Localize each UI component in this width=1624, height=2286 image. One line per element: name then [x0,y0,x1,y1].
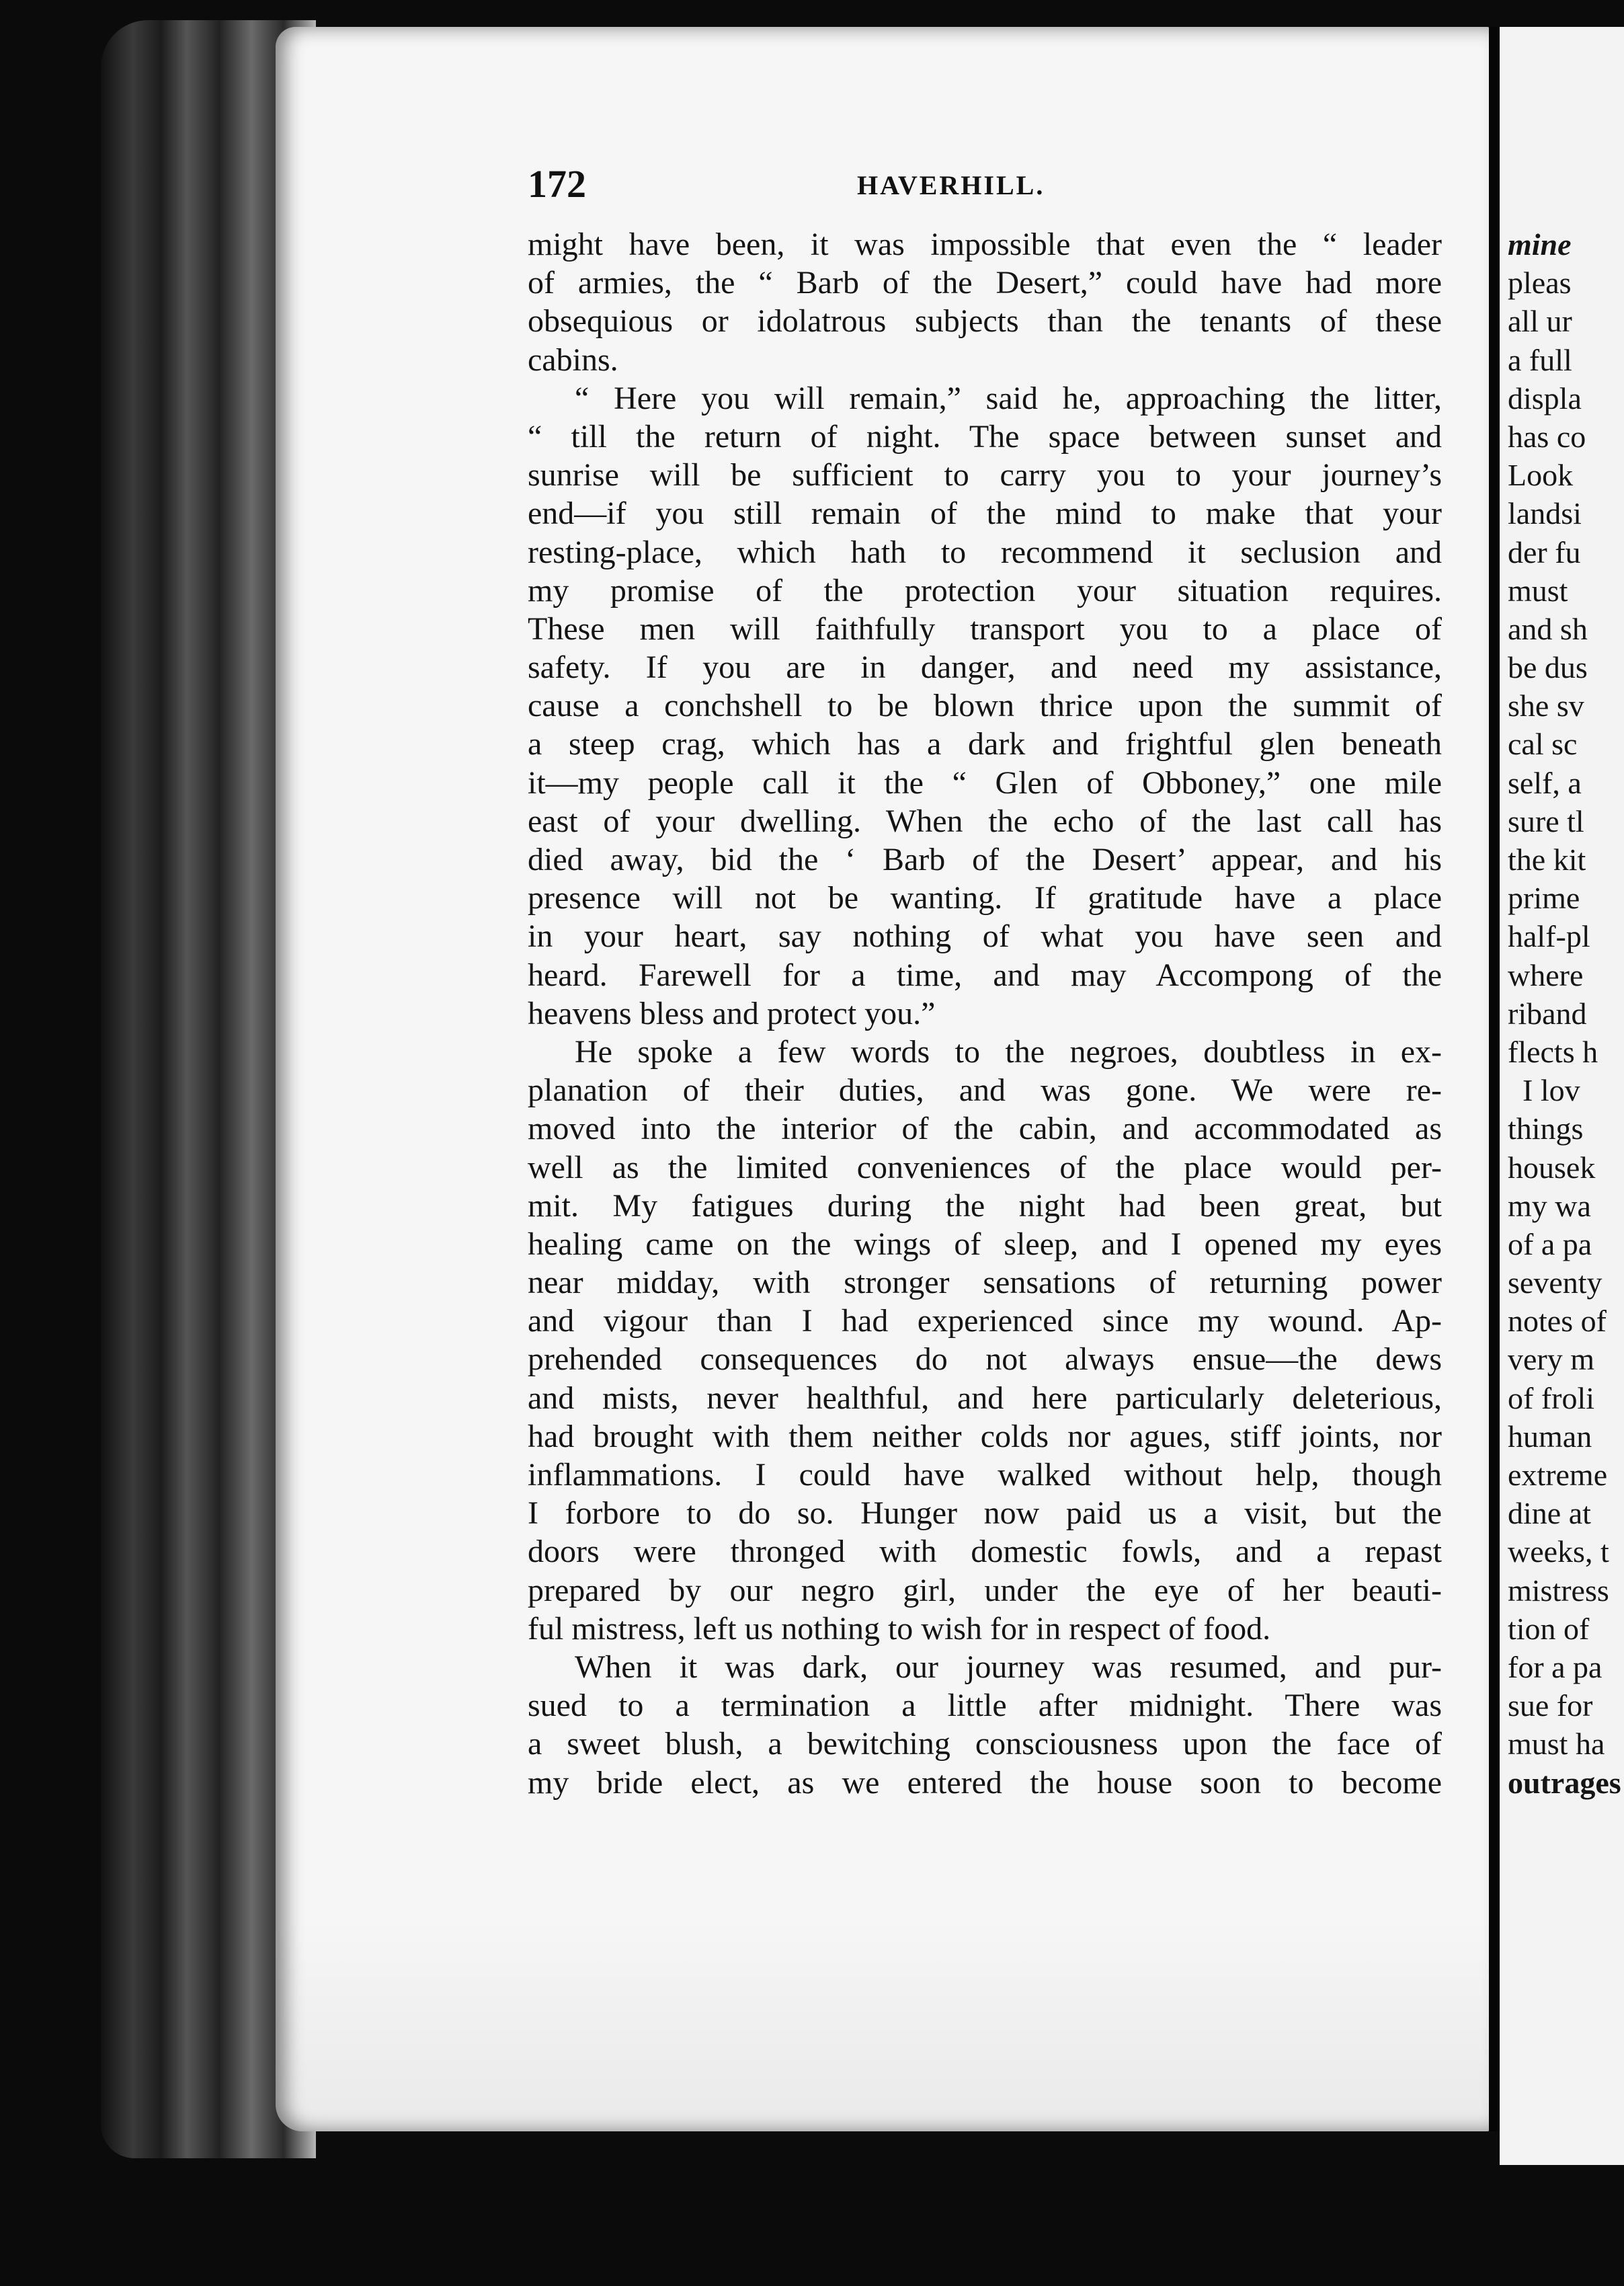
text-fragment: half-pl [1508,919,1590,954]
text-fragment: I lov [1522,1073,1580,1108]
page-shading [276,1916,1492,2131]
text-fragment: a full [1508,342,1572,377]
text-fragment: der fu [1508,535,1581,569]
page-gutter [1489,27,1500,2131]
text-fragment: cal sc [1508,727,1578,762]
text-line: prehended consequences do not always ensue—the dews [528,1341,1442,1378]
text-line: a sweet blush, a bewitching consciousness upon the face of [528,1726,1442,1762]
text-fragment: things [1508,1111,1584,1146]
text-line: safety. If you are in danger, and need my assistance, [528,649,1442,686]
text-line: moved into the interior of the cabin, and accommodated as [528,1111,1442,1147]
text-line: obsequious or idolatrous subjects than the tenants of these [528,303,1442,340]
text-line: cause a conchshell to be blown thrice upon the summit of [528,688,1442,724]
text-fragment: outrages [1508,1765,1621,1800]
text-fragment: must [1508,573,1568,608]
text-line: and mists, never healthful, and here particularly deleterious, [528,1380,1442,1416]
text-line: heard. Farewell for a time, and may Accompong of the [528,957,1442,993]
running-head: HAVERHILL. [857,170,1045,200]
text-line: my bride elect, as we entered the house soon to become [528,1764,1442,1801]
text-fragment: for a pa [1508,1649,1602,1684]
text-line: mit. My fatigues during the night had been great, but [528,1187,1442,1224]
text-fragment: flects h [1508,1034,1598,1069]
text-fragment: sue for [1508,1688,1593,1723]
text-line: planation of their duties, and was gone. We were re- [528,1072,1442,1109]
text-fragment: pleas [1508,266,1572,301]
text-fragment: very m [1508,1342,1595,1377]
text-fragment: Look [1508,458,1574,493]
text-fragment: dine at [1508,1496,1591,1531]
text-fragment: she sv [1508,688,1584,723]
text-fragment: be dus [1508,650,1588,685]
text-line: sued to a termination a little after midnight. There was [528,1688,1442,1724]
text-line: I forbore to do so. Hunger now paid us a visit, but the [528,1495,1442,1532]
text-line: end—if you still remain of the mind to make that your [528,496,1442,532]
text-fragment: human [1508,1419,1592,1454]
text-fragment: riband [1508,996,1587,1031]
text-fragment: where [1508,957,1584,992]
text-fragment: has co [1508,419,1586,454]
text-line: cabins. [528,342,618,378]
text-line: had brought with them neither colds nor agues, stiff joints, nor [528,1418,1442,1454]
text-fragment: tion of [1508,1611,1590,1646]
text-fragment: my wa [1508,1188,1591,1223]
text-fragment: mine [1508,227,1572,262]
text-fragment: of a pa [1508,1226,1592,1261]
text-fragment: notes of [1508,1304,1607,1339]
text-fragment: landsi [1508,496,1582,531]
text-line: it—my people call it the “ Glen of Obboney,” one mile [528,764,1442,801]
text-line: my promise of the protection your situation requires. [528,572,1442,608]
text-line: prepared by our negro girl, under the eye of her beauti- [528,1572,1442,1608]
text-fragment: self, a [1508,765,1582,800]
text-line: and vigour than I had experienced since my wound. Ap- [528,1303,1442,1339]
text-fragment: the kit [1508,842,1586,877]
right-page-text [1508,225,1624,1802]
text-line: died away, bid the ‘ Barb of the Desert’ appear, and his [528,842,1442,877]
text-fragment: sure tl [1508,803,1584,838]
text-line: “ till the return of night. The space between sunset and [528,418,1442,455]
text-line: When it was dark, our journey was resumed, and pur- [575,1649,1442,1685]
text-line: These men will faithfully transport you to a place of [528,610,1442,647]
text-line: doors were thronged with domestic fowls, and a repast [528,1534,1442,1570]
text-line: He spoke a few words to the negroes, doubtless in ex- [575,1033,1442,1070]
text-line: presence will not be wanting. If gratitude have a place [528,880,1442,916]
text-fragment: extreme [1508,1458,1608,1492]
text-fragment: all ur [1508,304,1572,339]
text-line: sunrise will be sufficient to carry you to your journey’s [528,457,1442,494]
text-fragment: and sh [1508,611,1588,646]
text-line: “ Here you will remain,” said he, approaching the litter, [575,380,1442,416]
text-fragment: must ha [1508,1727,1605,1762]
text-fragment: displa [1508,381,1582,416]
text-line: healing came on the wings of sleep, and I opened my eyes [528,1226,1442,1262]
text-line: east of your dwelling. When the echo of the last call has [528,803,1442,839]
text-fragment: of froli [1508,1380,1595,1415]
text-line: inflammations. I could have walked without help, though [528,1457,1442,1493]
text-line: resting-place, which hath to recommend it seclusion and [528,534,1442,570]
text-fragment: weeks, t [1508,1534,1609,1569]
text-line: a steep crag, which has a dark and frightful glen beneath [528,726,1442,762]
text-fragment: housek [1508,1150,1596,1185]
text-line: might have been, it was impossible that even the “ leader [528,227,1442,262]
text-line: in your heart, say nothing of what you have seen and [528,918,1442,955]
text-line: near midday, with stronger sensations of returning power [528,1265,1442,1301]
text-fragment: seventy [1508,1265,1602,1300]
page-header [528,161,1435,215]
text-line: heavens bless and protect you.” [528,995,936,1031]
text-line: of armies, the “ Barb of the Desert,” could have had more [528,265,1442,301]
text-fragment: prime [1508,881,1580,916]
text-line: well as the limited conveniences of the place would per- [528,1149,1442,1185]
page-number: 172 [528,162,586,206]
text-line: ful mistress, left us nothing to wish for in respect of food. [528,1610,1271,1647]
text-fragment: mistress [1508,1573,1609,1608]
body-text [528,225,1442,1802]
